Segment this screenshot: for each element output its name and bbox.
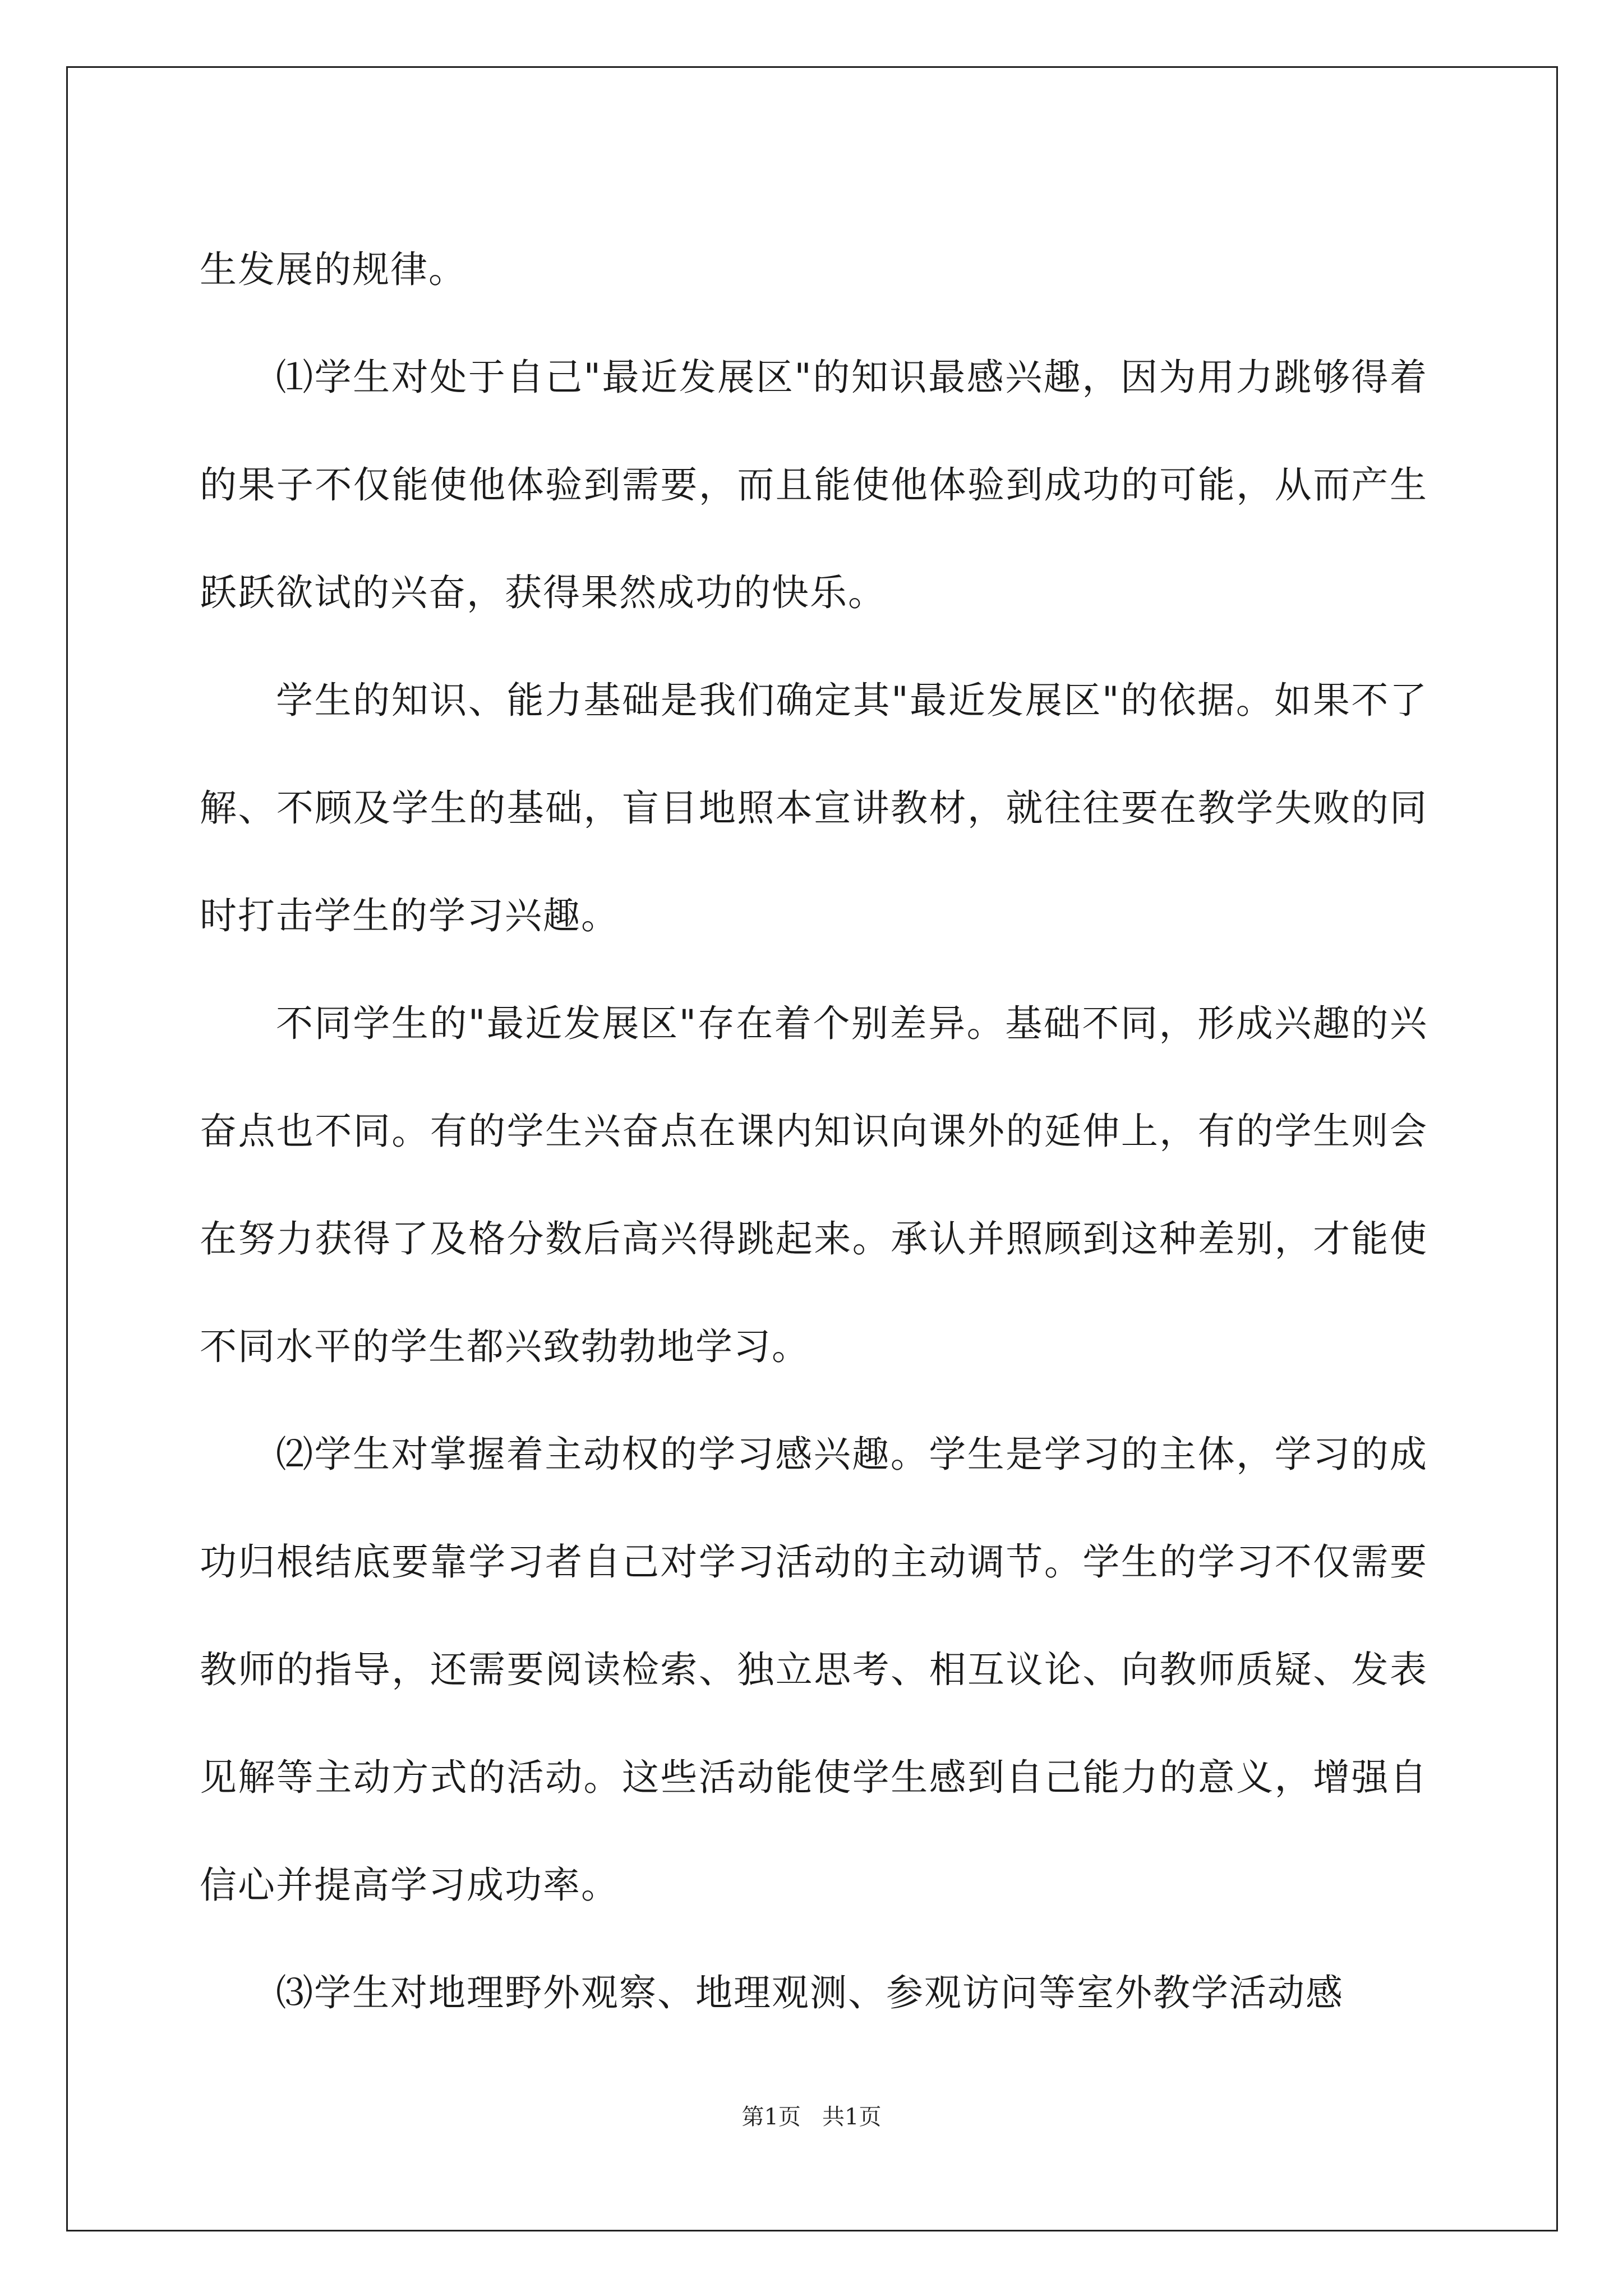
paragraph-individual-differences: 不同学生的"最近发展区"存在着个别差异。基础不同，形成兴趣的兴奋点也不同。有的学生兴奋点在课内知识向课外的延伸上，有的学生则会在努力获得了及格分数后高兴得跳起来。承认并照顾到这种差别，才能使不同水平的学生都兴致勃勃地学习。 xyxy=(200,1002,1428,1368)
document-body xyxy=(200,216,1428,2047)
paragraph-knowledge-basis: 学生的知识、能力基础是我们确定其"最近发展区"的依据。如果不了解、不顾及学生的基础，盲目地照本宣讲教材，就往往要在教学失败的同时打击学生的学习兴趣。 xyxy=(200,679,1428,937)
paragraph-point-2: ⑵学生对掌握着主动权的学习感兴趣。学生是学习的主体，学习的成功归根结底要靠学习者自己对学习活动的主动调节。学生的学习不仅需要教师的指导，还需要阅读检索、独立思考、相互议论、向教师质疑、发表见解等主动方式的活动。这些活动能使学生感到自己能力的意义，增强自信心并提高学习成功率。 xyxy=(200,1433,1428,1907)
page-number-footer: 第1页 共1页 xyxy=(741,2104,882,2130)
paragraph-point-1: ⑴学生对处于自己"最近发展区"的知识最感兴趣，因为用力跳够得着的果子不仅能使他体验到需要，而且能使他体验到成功的可能，从而产生跃跃欲试的兴奋，获得果然成功的快乐。 xyxy=(200,356,1428,614)
paragraph-point-3: ⑶学生对地理野外观察、地理观测、参观访问等室外教学活动感 xyxy=(276,1971,1344,2014)
paragraph-continuation: 生发展的规律。 xyxy=(200,248,467,291)
